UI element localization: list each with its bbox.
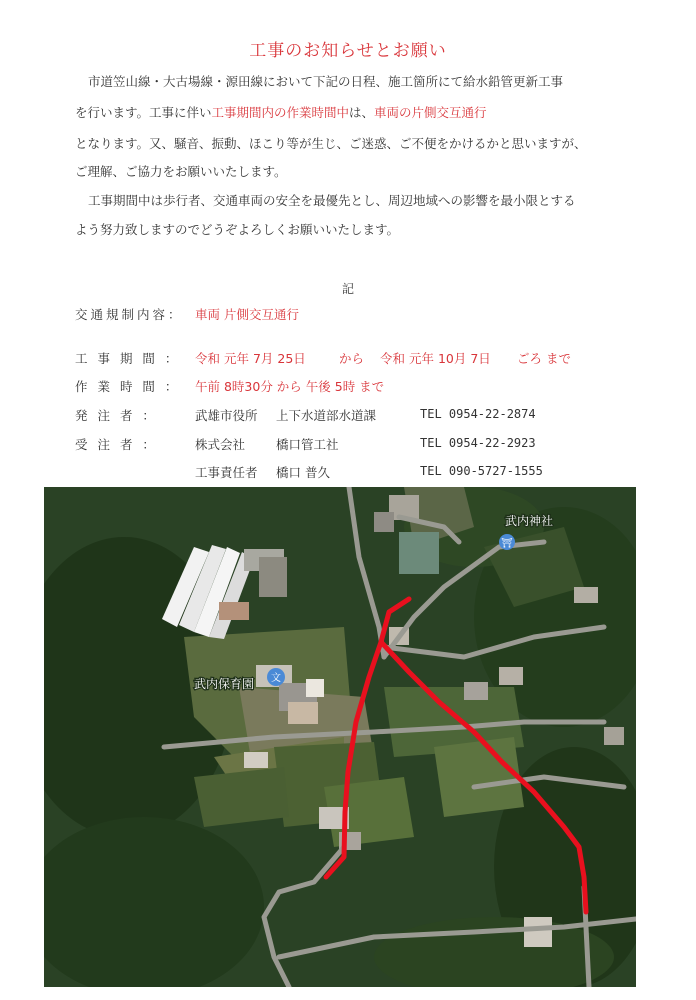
- svg-text:文: 文: [271, 673, 281, 684]
- manager-name: 橋口 普久: [276, 465, 330, 480]
- contractor-label: 受 注 者 ：: [75, 437, 158, 452]
- orderer-tel: TEL 0954-22-2874: [420, 407, 536, 421]
- contractor-org: 株式会社: [195, 437, 246, 452]
- intro-line-2-prefix: を行います。工事に伴い: [75, 105, 212, 120]
- orderer-label: 発 注 者 ：: [75, 408, 158, 423]
- period-end: 令和 元年 10月 7日: [380, 351, 491, 366]
- work-hours-highlight: 工事期間内の作業時間中: [211, 105, 350, 120]
- ki-heading: 記: [341, 282, 354, 296]
- school-label: 武内保育園: [194, 677, 255, 691]
- aerial-map: [44, 487, 636, 987]
- manager-label: 工事責任者: [195, 465, 258, 480]
- period-kara: から: [339, 351, 365, 366]
- intro-line-2-mid: は、: [349, 105, 375, 120]
- shrine-label: 武内神社: [505, 514, 554, 528]
- period-approx: ごろ まで: [517, 351, 571, 366]
- manager-tel: TEL 090-5727-1555: [420, 464, 543, 478]
- intro-line-2: [75, 105, 487, 121]
- intro-line-3: となります。又、騒音、振動、ほこり等が生じ、ご迷惑、ご不便をかけるかと思いますが、: [75, 136, 587, 151]
- page-title: 工事のお知らせとお願い: [249, 41, 447, 61]
- contractor-tel: TEL 0954-22-2923: [420, 436, 536, 450]
- hours-label: 作 業 時 間 ：: [75, 379, 181, 394]
- regulation-label: 交通規制内容：: [75, 307, 184, 322]
- contractor-name: 橋口管工社: [276, 437, 339, 452]
- svg-text:⛩: ⛩: [501, 539, 513, 549]
- alternating-traffic-highlight: 車両の片側交互通行: [374, 105, 487, 120]
- regulation-value: 車両 片側交互通行: [195, 307, 299, 322]
- period-start: 令和 元年 7月 25日: [195, 351, 306, 366]
- intro-line-5: 工事期間中は歩行者、交通車両の安全を最優先とし、周辺地域への影響を最小限とする: [88, 193, 576, 208]
- orderer-org: 武雄市役所: [195, 408, 258, 423]
- period-label: 工 事 期 間 ：: [75, 351, 181, 366]
- orderer-dept: 上下水道部水道課: [276, 408, 377, 423]
- intro-line-6: よう努力致しますのでどうぞよろしくお願いいたします。: [75, 222, 400, 237]
- intro-line-4: ご理解、ご協力をお願いいたします。: [75, 164, 287, 179]
- intro-line-1: 市道笠山線・大古場線・源田線において下記の日程、施工箇所にて給水鉛管更新工事: [88, 74, 564, 89]
- hours-value: 午前 8時30分 から 午後 5時 まで: [195, 379, 385, 394]
